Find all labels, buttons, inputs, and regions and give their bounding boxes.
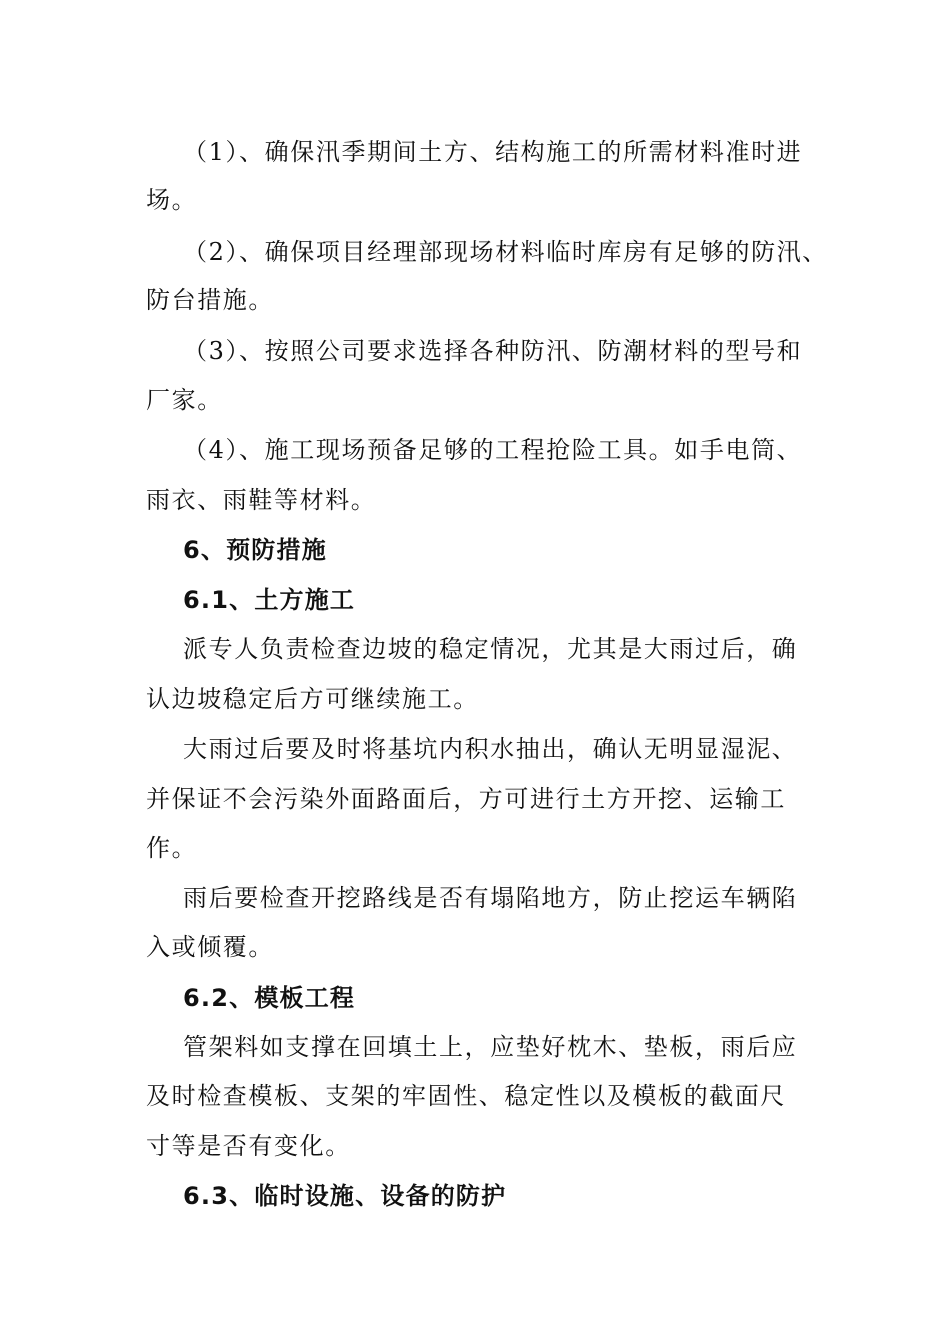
paragraph-2-line-1: （2）、确保项目经理部现场材料临时库房有足够的防汛、 [183,238,828,266]
paragraph-1-line-2: 场。 [146,186,198,214]
paragraph-4-line-1: （4）、施工现场预备足够的工程抢险工具。如手电筒、 [183,436,803,464]
paragraph-8-line-1: 管架料如支撑在回填土上，应垫好枕木、垫板，雨后应 [183,1033,798,1061]
paragraph-5-line-2: 认边坡稳定后方可继续施工。 [146,685,479,713]
paragraph-8-line-2: 及时检查模板、支架的牢固性、稳定性以及模板的截面尺 [146,1082,786,1110]
section-heading-6-1: 6.1、土方施工 [183,586,356,614]
section-heading-6-2: 6.2、模板工程 [183,984,356,1012]
paragraph-6-line-1: 大雨过后要及时将基坑内积水抽出，确认无明显湿泥、 [183,735,798,763]
paragraph-5-line-1: 派专人负责检查边坡的稳定情况，尤其是大雨过后，确 [183,635,798,663]
paragraph-1-line-1: （1）、确保汛季期间土方、结构施工的所需材料准时进 [183,138,803,166]
paragraph-6-line-2: 并保证不会污染外面路面后，方可进行土方开挖、运输工 [146,785,786,813]
paragraph-3-line-2: 厂家。 [146,386,223,414]
paragraph-8-line-3: 寸等是否有变化。 [146,1132,351,1160]
paragraph-3-line-1: （3）、按照公司要求选择各种防汛、防潮材料的型号和 [183,337,803,365]
section-heading-6: 6、预防措施 [183,536,327,564]
paragraph-4-line-2: 雨衣、雨鞋等材料。 [146,486,377,514]
paragraph-7-line-1: 雨后要检查开挖路线是否有塌陷地方，防止挖运车辆陷 [183,884,798,912]
paragraph-6-line-3: 作。 [146,834,198,862]
paragraph-7-line-2: 入或倾覆。 [146,933,274,961]
paragraph-2-line-2: 防台措施。 [146,286,274,314]
section-heading-6-3: 6.3、临时设施、设备的防护 [183,1182,507,1210]
